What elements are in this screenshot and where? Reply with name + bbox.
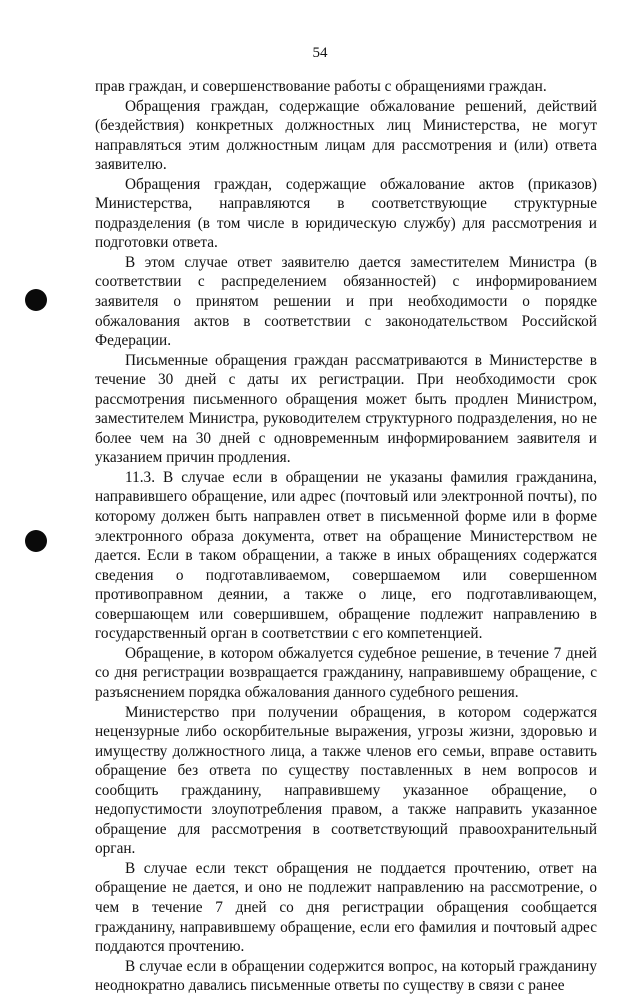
paragraph-offensive-content: Министерство при получении обращения, в котором содержатся нецензурные либо оскорбительные выражения, угрозы жизни, здоровью и имуществу должностного лица, а также членов его семьи, вправе оставить обращение без ответа по существу поставленных в нем вопросов и сообщить гражданину, направившему указанное обращение, о недопустимости злоупотребления правом, а также направить указанное обращение для рассмотрения в соответствующий правоохранительный орган. xyxy=(95,703,597,858)
paragraph-illegible-text: В случае если текст обращения не поддается прочтению, ответ на обращение не дается, и оно не подлежит направлению на рассмотрение, о чем в течение 7 дней со дня регистрации обращения сообщается гражданину, направившему обращение, если его фамилия и почтовый адрес поддаются прочтению. xyxy=(95,859,597,956)
punch-hole-mark xyxy=(25,289,47,311)
page-number: 54 xyxy=(312,45,328,61)
paragraph-section-11-3: 11.3. В случае если в обращении не указаны фамилия гражданина, направившего обращение, или адрес (почтовый или электронной почты), по которому должен быть направлен ответ в письменной форме или в форме электронного образа документа, ответ на обращение Министерством не дается. Если в таком обращении, а также в иных обращениях содержатся сведения о подготавливаемом, совершаемом или совершенном противоправном деянии, а также о лице, его подготавливающем, совершающем или совершившем, обращение подлежит направлению в государственный орган в соответствии с его компетенцией. xyxy=(95,468,597,643)
paragraph-deputy-answer: В этом случае ответ заявителю дается заместителем Министра (в соответствии с распределением обязанностей) с информированием заявителя о принятом решении и при необходимости о порядке обжалования актов в соответствии с законодательством Российской Федерации. xyxy=(95,253,597,350)
punch-hole-mark xyxy=(25,530,47,552)
paragraph-continuation: прав граждан, и совершенствование работы с обращениями граждан. xyxy=(95,78,547,95)
document-body xyxy=(95,77,597,996)
paragraph-review-period: Письменные обращения граждан рассматриваются в Министерстве в течение 30 дней с даты их регистрации. При необходимости срок рассмотрения письменного обращения может быть продлен Министром, заместителем Министра, руководителем структурного подразделения, но не более чем на 30 дней с одновременным информированием заявителя и указанием причин продления. xyxy=(95,351,597,467)
paragraph-court-decision: Обращение, в котором обжалуется судебное решение, в течение 7 дней со дня регистрации возвращается гражданину, направившему обращение, с разъяснением порядка обжалования данного судебного решения. xyxy=(95,644,597,701)
paragraph-appeal-orders: Обращения граждан, содержащие обжалование актов (приказов) Министерства, направляются в соответствующие структурные подразделения (в том числе в юридическую службу) для рассмотрения и подготовки ответа. xyxy=(95,175,597,252)
paragraph-appeal-actions: Обращения граждан, содержащие обжалование решений, действий (бездействия) конкретных должностных лиц Министерства, не могут направляться этим должностным лицам для рассмотрения и (или) ответа заявителю. xyxy=(95,97,597,174)
paragraph-repeated-question: В случае если в обращении содержится вопрос, на который гражданину неоднократно давались письменные ответы по существу в связи с ранее xyxy=(95,957,597,995)
